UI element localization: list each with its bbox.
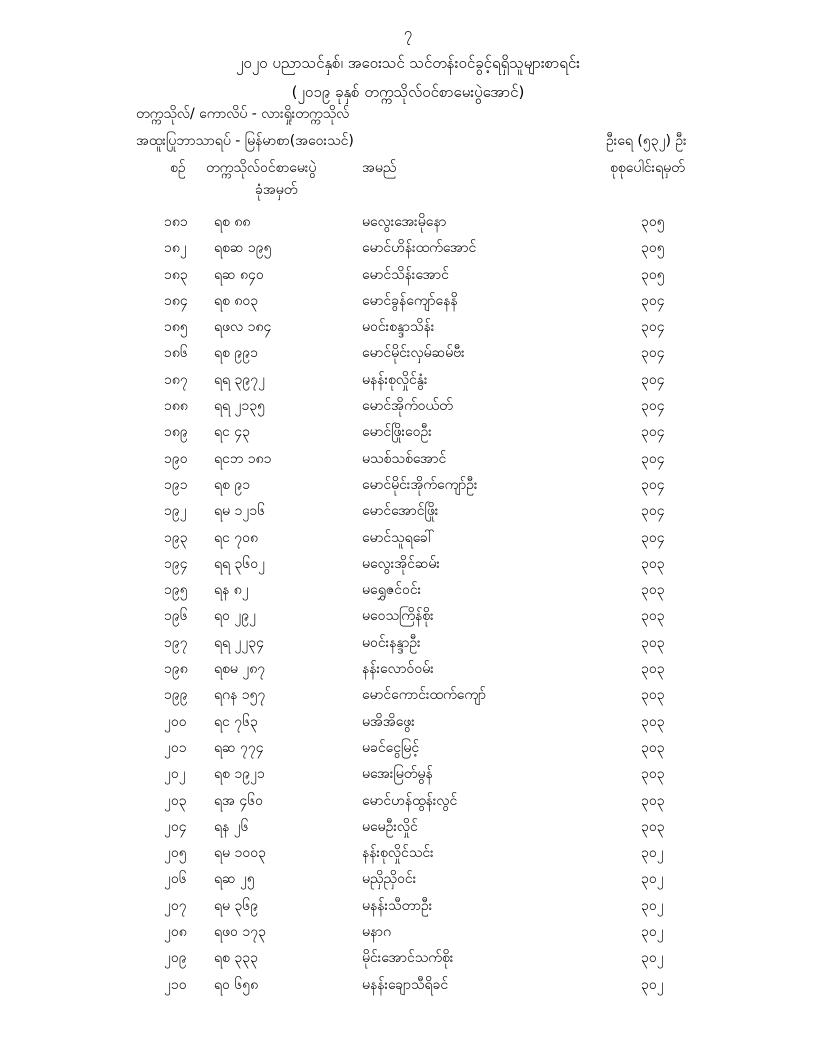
table-row [0, 971, 816, 997]
total-marks: ၃၀၃ [641, 608, 665, 625]
roll-number: ရစ ၃၃၃ [214, 950, 258, 967]
table-row [0, 708, 816, 734]
roll-number: ရစ ၉၉၁ [214, 345, 258, 362]
student-name: နန်းစုလှိုင်သင်း [362, 845, 434, 862]
roll-number: ရန ၈၂ [214, 582, 249, 599]
student-name: မောင်ကောင်းထက်ကျော် [362, 687, 487, 704]
document-title: ၂၀၂၀ ပညာသင်နှစ်၊ အဝေးသင် သင်တန်းဝင်ခွင့်ရရှိသူများစာရင်း [236, 54, 580, 72]
row-number: ၂၀၉ [164, 950, 187, 967]
roll-number: ရဝ ၆၅၈ [214, 976, 259, 993]
row-number: ၁၈၇ [164, 371, 188, 388]
student-name: မိုင်းအောင်သက်စိုး [362, 950, 454, 967]
total-marks: ၃၀၂ [641, 845, 664, 862]
row-number: ၁၈၉ [164, 424, 188, 441]
total-marks: ၃၀၄ [641, 503, 665, 520]
row-number: ၂၀၆ [164, 871, 187, 888]
header-roll-number-line2: ခုံအမှတ် [255, 182, 298, 198]
table-row [0, 865, 816, 891]
roll-number: ရန ၂၆ [214, 818, 249, 835]
table-row [0, 576, 816, 602]
table-row [0, 550, 816, 576]
row-number: ၂၀၃ [164, 792, 187, 809]
roll-number: ရင ၇၆၃ [214, 713, 258, 730]
table-row [0, 524, 816, 550]
total-marks: ၃၀၂ [641, 871, 664, 888]
student-name: မောင်သိန်းအောင် [362, 266, 449, 283]
total-marks: ၃၀၃ [641, 634, 665, 651]
row-number: ၁၉၃ [164, 529, 188, 546]
page-number: ၇ [403, 24, 413, 42]
table-row [0, 681, 816, 707]
header-name: အမည် [362, 160, 397, 176]
table-row [0, 734, 816, 760]
total-marks: ၃၀၅ [641, 240, 665, 257]
table-row [0, 445, 816, 471]
roll-number: ရမ ၁၂၁၆ [214, 503, 265, 520]
student-name: မညှိညှိဝင်း [362, 871, 417, 888]
student-name: မဝင်းနန္ဒာဦး [362, 634, 421, 651]
student-name: မနန်းချောသီရိခင် [362, 976, 449, 993]
roll-number: ရစ ၈၀၃ [214, 292, 259, 309]
student-name: မောင်ဟိန်းထက်အောင် [362, 240, 477, 257]
total-marks: ၃၀၄ [641, 371, 665, 388]
quota-line: ဦးရေ (၅၃၂) ဦး [606, 133, 687, 149]
table-row [0, 471, 816, 497]
student-name: နန်းလောဝ်ဝမ်း [362, 661, 434, 678]
row-number: ၂၀၄ [164, 818, 187, 835]
table-row [0, 366, 816, 392]
student-name: မဝင်းစန္ဒာသိန်း [362, 319, 435, 336]
roll-number: ရရ ၃၆၀၂ [214, 555, 266, 572]
row-number: ၁၉၂ [164, 503, 187, 520]
total-marks: ၃၀၃ [641, 661, 665, 678]
total-marks: ၃၀၅ [641, 266, 665, 283]
roll-number: ရစ ၈၈ [214, 214, 251, 230]
total-marks: ၃၀၄ [641, 319, 665, 336]
student-name: မအေးမြတ်မွန် [362, 766, 433, 783]
total-marks: ၃၀၄ [641, 345, 665, 362]
row-number: ၁၉၆ [164, 608, 188, 625]
student-name: မနန်းစုလှိုင်နွံး [362, 371, 428, 388]
student-name: မမေဦးလှိုင် [362, 818, 418, 835]
row-number: ၁၉၁ [164, 476, 188, 493]
total-marks: ၃၀၃ [641, 582, 665, 599]
student-name: မောင်မိုင်းအိုက်ကျော်ဦး [362, 476, 478, 493]
table-row [0, 892, 816, 918]
student-name: မောင်သူရခေါ် [362, 529, 434, 546]
table-row [0, 497, 816, 523]
roll-number: ရဖဝ ၁၇၃ [214, 924, 266, 941]
table-row [0, 313, 816, 339]
roll-number: ရဆ ၂၅ [214, 871, 255, 888]
roll-number: ရဂန ၁၅၇ [214, 687, 266, 704]
student-name: မောင်ခွန်ကျော်နေနိ [362, 292, 458, 309]
student-name: မောင်ဖြိုးဝေဦး [362, 424, 432, 441]
roll-number: ရစ ၉၁ [214, 476, 251, 493]
table-row [0, 261, 816, 287]
table-row [0, 392, 816, 418]
total-marks: ၃၀၄ [641, 450, 665, 467]
table-row [0, 287, 816, 313]
row-number: ၂၀၇ [164, 897, 187, 914]
row-number: ၁၈၁ [164, 214, 188, 230]
roll-number: ရဆ ၇၇၄ [214, 739, 264, 756]
roll-number: ရရ ၂၁၃၅ [214, 398, 266, 415]
table-row [0, 839, 816, 865]
roll-number: ရစ ၁၉၂၁ [214, 766, 265, 783]
row-number: ၁၉၈ [164, 661, 188, 678]
total-marks: ၃၀၃ [641, 792, 665, 809]
total-marks: ၃၀၂ [641, 897, 664, 914]
student-name: မအိအိဖွေး [362, 713, 415, 730]
total-marks: ၃၀၃ [641, 739, 665, 756]
table-row [0, 760, 816, 786]
student-name: မောင်အောင်ဖြိုး [362, 503, 439, 520]
total-marks: ၃၀၄ [641, 398, 665, 415]
row-number: ၁၈၅ [164, 319, 188, 336]
row-number: ၁၈၄ [164, 292, 188, 309]
row-number: ၁၉၀ [164, 450, 188, 467]
total-marks: ၃၀၂ [641, 976, 664, 993]
roll-number: ရရ ၂၂၃၄ [214, 634, 265, 651]
table-row [0, 339, 816, 365]
table-row [0, 787, 816, 813]
roll-number: ရငဘ ၁၈၁ [214, 450, 272, 467]
student-name: မောင်မိုင်းလှမ်ဆမ်ဗီး [362, 345, 465, 362]
roll-number: ရစမ ၂၈၇ [214, 661, 266, 678]
university-line: တက္ကသိုလ်/ ကောလိပ် - လားရှိုးတက္ကသိုလ် [136, 106, 350, 122]
table-row [0, 655, 816, 681]
student-name: မရွှေဇင်ဝင်း [362, 582, 422, 599]
row-number: ၁၉၄ [164, 555, 188, 572]
table-row [0, 234, 816, 260]
table-row [0, 602, 816, 628]
student-name: မသစ်သစ်အောင် [362, 450, 447, 467]
roll-number: ရမ ၁၀၀၃ [214, 845, 266, 862]
row-number: ၁၈၆ [164, 345, 188, 362]
header-roll-number: တက္ကသိုလ်ဝင်စာမေးပွဲ [206, 160, 317, 176]
total-marks: ၃၀၃ [641, 687, 665, 704]
table-row [0, 918, 816, 944]
row-number: ၁၉၉ [164, 687, 188, 704]
student-name: မဝေသကြိန်စိုး [362, 608, 434, 625]
student-name: မနန်းသီတာဦး [362, 897, 433, 914]
row-number: ၁၉၅ [164, 582, 188, 599]
roll-number: ရင ၇၀၈ [214, 529, 259, 546]
roll-number: ရအ ၄၆၀ [214, 792, 263, 809]
row-number: ၁၈၂ [164, 240, 187, 257]
table-row [0, 629, 816, 655]
roll-number: ရ၀ ၂၉၂ [214, 608, 256, 625]
row-number: ၁၈၃ [164, 266, 188, 283]
header-total-marks: စုစုပေါင်းရမှတ် [610, 160, 685, 176]
row-number: ၂၀၀ [164, 713, 187, 730]
subject-line: အထူးပြုဘာသာရပ် - မြန်မာစာ(အဝေးသင်) [136, 133, 354, 149]
roll-number: ရမ ၃၆၉ [214, 897, 259, 914]
total-marks: ၃၀၅ [641, 214, 665, 230]
student-list [0, 208, 816, 997]
table-row [0, 813, 816, 839]
roll-number: ရစဆ ၁၉၅ [214, 240, 272, 257]
roll-number: ရဖလ ၁၈၄ [214, 319, 272, 336]
total-marks: ၃၀၃ [641, 555, 665, 572]
roll-number: ရရ ၃၉၇၂ [214, 371, 266, 388]
table-row [0, 418, 816, 444]
row-number: ၂၀၁ [164, 739, 187, 756]
total-marks: ၃၀၂ [641, 924, 664, 941]
total-marks: ၃၀၄ [641, 292, 665, 309]
student-name: မောင်အိုက်ဝယ်တ် [362, 398, 453, 415]
roll-number: ရင ၄၃ [214, 424, 251, 441]
roll-number: ရဆ ၈၄၀ [214, 266, 264, 283]
student-name: မလွေးအိုင်ဆမ်း [362, 555, 440, 572]
row-number: ၁၉၇ [164, 634, 188, 651]
total-marks: ၃၀၂ [641, 950, 664, 967]
student-name: မနာဂ [362, 924, 391, 941]
student-name: မလွေးအေးမိုနော [362, 214, 447, 230]
student-name: မခင်ငွေမြင့် [362, 739, 420, 756]
total-marks: ၃၀၃ [641, 766, 665, 783]
total-marks: ၃၀၄ [641, 476, 665, 493]
document-subtitle: (၂၀၁၉ ခုနှစ် တက္ကသိုလ်ဝင်စာမေးပွဲအောင်) [291, 83, 525, 101]
row-number: ၂၀၅ [164, 845, 187, 862]
total-marks: ၃၀၃ [641, 818, 665, 835]
row-number: ၁၈၈ [164, 398, 188, 415]
row-number: ၂၀၂ [164, 766, 186, 783]
header-no: စဉ် [170, 160, 186, 176]
total-marks: ၃၀၄ [641, 529, 665, 546]
table-row [0, 944, 816, 970]
student-name: မောင်ဟန်ထွန်းလွင် [362, 792, 458, 809]
row-number: ၂၀၈ [164, 924, 187, 941]
table-row [0, 208, 816, 234]
row-number: ၂၁၀ [164, 976, 187, 993]
total-marks: ၃၀၄ [641, 424, 665, 441]
total-marks: ၃၀၃ [641, 713, 665, 730]
